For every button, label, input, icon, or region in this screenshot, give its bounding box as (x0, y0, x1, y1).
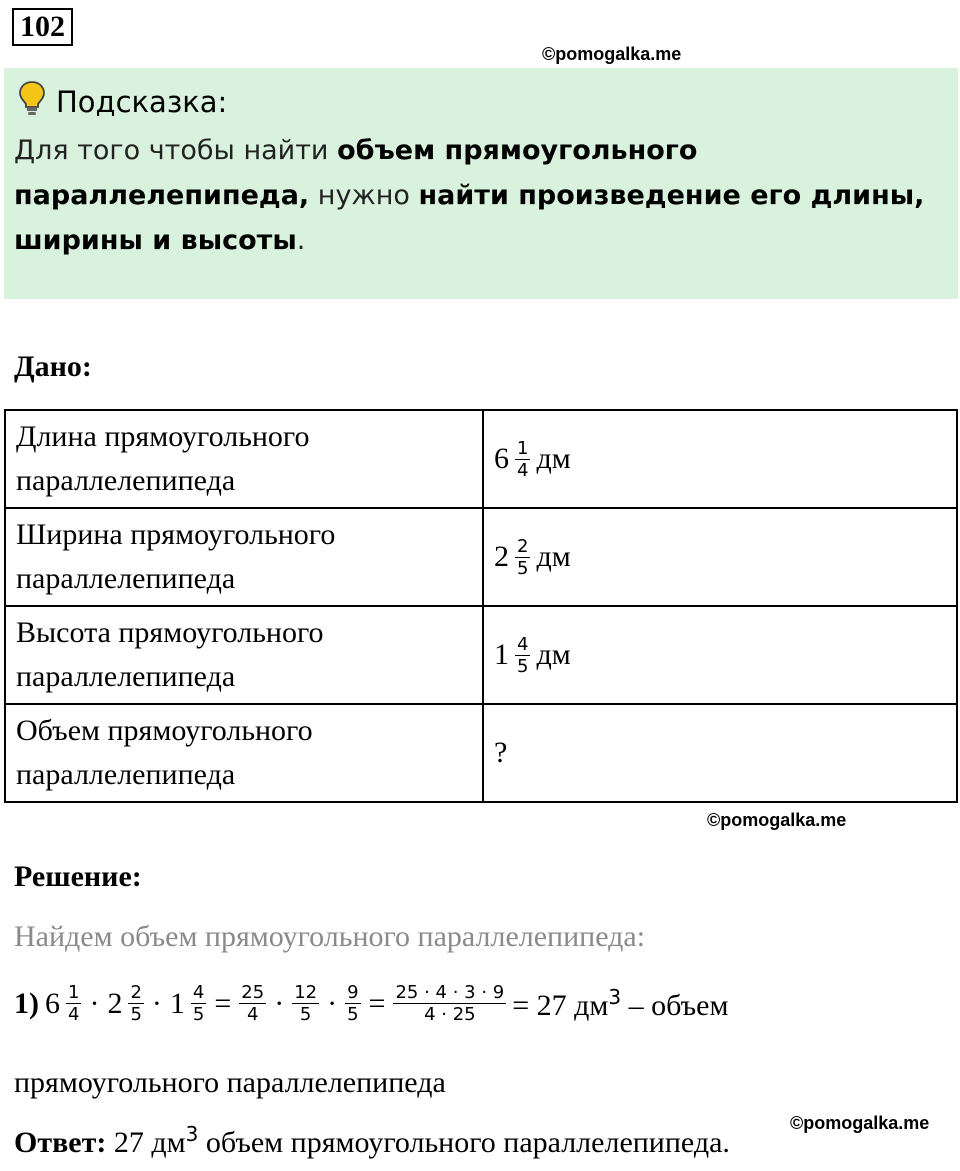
row-value: 2 $\frac{2}{5}$ дм (483, 508, 957, 606)
row-label: Длина прямоугольного параллелепипеда (5, 410, 483, 508)
hint-text: Для того чтобы найти объем прямоугольного параллелепипеда, нужно найти произведение его длины, ширины и высоты. (14, 135, 925, 256)
solution-title: Решение: (14, 860, 142, 893)
task-number: 102 (12, 8, 73, 46)
lightbulb-icon (18, 80, 46, 123)
table-row (5, 508, 957, 606)
table-row (5, 606, 957, 704)
solution-formula: 1) 6 $\frac{1}{4}$ · 2 $\frac{2}{5}$ · 1 $\frac{4}{5}$ = $\frac{25}{4}$ · $\frac{12}{5}$ · $\frac{9}{5}$ = $\frac{25 \cdot 4 \cdot 3 \cdot 9}{4 \cdot 25}$ = 27 $дм^3$ – объем (14, 982, 729, 1025)
row-value: ? (483, 704, 957, 802)
answer: Ответ: 27 $дм^3$ объем прямоугольного параллелепипеда. (14, 1122, 730, 1159)
row-value: 6 $\frac{1}{4}$ дм (483, 410, 957, 508)
solution-intro: Найдем объем прямоугольного параллелепипеда: (14, 920, 646, 953)
given-title: Дано: (14, 350, 92, 383)
row-label: Объем прямоугольного параллелепипеда (5, 704, 483, 802)
row-label: Ширина прямоугольного параллелепипеда (5, 508, 483, 606)
table-row (5, 704, 957, 802)
answer-label: Ответ: (14, 1126, 107, 1159)
hint-title-text: Подсказка: (56, 84, 228, 119)
table-row (5, 410, 957, 508)
watermark: ©pomogalka.me (790, 1113, 930, 1133)
row-label: Высота прямоугольного параллелепипеда (5, 606, 483, 704)
watermark: ©pomogalka.me (707, 810, 847, 830)
row-value: 1 $\frac{4}{5}$ дм (483, 606, 957, 704)
watermark: ©pomogalka.me (542, 44, 682, 64)
solution-continuation: прямоугольного параллелепипеда (14, 1066, 446, 1099)
hint-title (18, 80, 227, 123)
step-label: 1) (14, 986, 39, 1020)
given-table (4, 409, 958, 803)
